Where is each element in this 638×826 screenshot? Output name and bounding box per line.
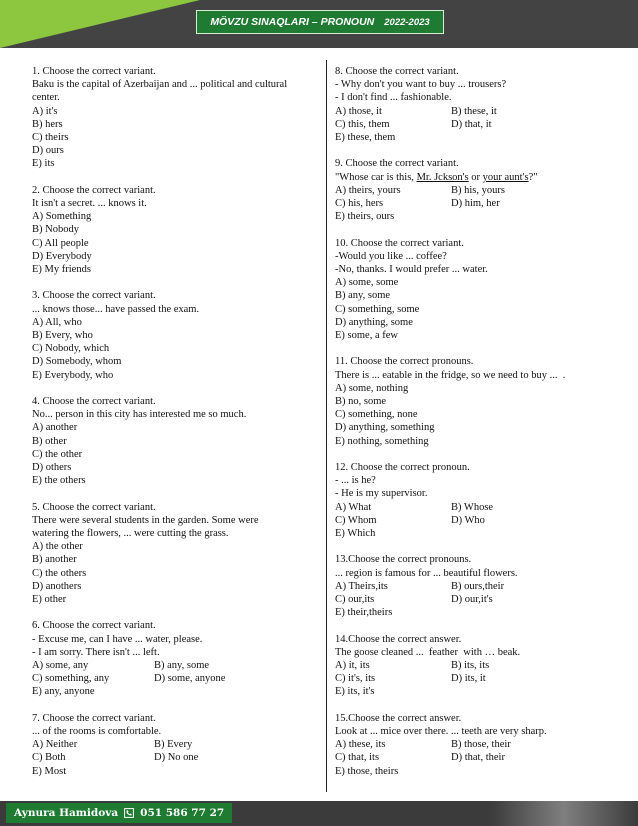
question-instruction: . Choose the correct pronoun. <box>345 462 470 474</box>
question-line: center. <box>32 92 60 104</box>
answer-option: B) Whose <box>451 501 494 513</box>
answer-option: E) Most <box>32 765 67 777</box>
question-line: D) others <box>32 462 72 474</box>
underlined-name: Mr. Jckson's <box>416 171 469 183</box>
question-line: D) Everybody <box>32 250 92 262</box>
question-line: D) Somebody, whom <box>32 356 122 368</box>
question-block <box>335 712 607 778</box>
question-heading <box>32 289 320 302</box>
question-number: 14 <box>335 633 346 645</box>
answer-option: E) theirs, ours <box>335 211 395 223</box>
question-instruction: .Choose the correct answer. <box>345 633 462 645</box>
question-number: 8 <box>335 66 341 77</box>
answer-option: C) this, them <box>335 118 390 130</box>
right-column <box>335 65 607 791</box>
question-line: B) any, some <box>335 290 391 302</box>
answer-option-row <box>335 118 607 131</box>
question-line: C) Nobody, which <box>32 343 110 355</box>
answer-option: E) these, them <box>335 132 396 144</box>
footer-phone: 051 586 77 27 <box>140 807 225 819</box>
answer-option: A) these, its <box>335 739 386 751</box>
question-line: B) Nobody <box>32 224 79 236</box>
answer-option: A) Neither <box>32 739 78 751</box>
question-line: - He is my supervisor. <box>335 488 428 500</box>
answer-option: B) these, it <box>451 105 497 117</box>
question-instruction: . Choose the correct variant. <box>340 66 459 77</box>
question-line: ... of the rooms is comfortable. <box>32 726 162 738</box>
answer-option: C) his, hers <box>335 198 384 210</box>
question-block <box>32 65 320 171</box>
question-line: C) the others <box>32 567 87 579</box>
question-line: C) something, some <box>335 303 420 315</box>
question-line: B) other <box>32 435 67 447</box>
question-line: B) Every, who <box>32 330 93 342</box>
question-line: E) Everybody, who <box>32 369 114 381</box>
question-text <box>335 171 607 184</box>
question-block <box>32 395 320 487</box>
question-line: A) Something <box>32 211 92 223</box>
answer-option: C) it's, its <box>335 673 376 685</box>
question-line: E) nothing, something <box>335 435 429 447</box>
question-line: Look at ... mice over there. ... teeth are very sharp. <box>335 726 547 738</box>
answer-option: A) it, its <box>335 660 370 672</box>
question-line: watering the flowers, ... were cutting the grass. <box>32 528 229 540</box>
question-number: 5 <box>32 501 38 513</box>
answer-option-row <box>335 197 607 210</box>
question-line: -Would you like ... coffee? <box>335 250 447 262</box>
question-heading <box>335 633 607 646</box>
question-number: 15 <box>335 712 346 724</box>
question-line: A) the other <box>32 541 83 553</box>
question-instruction: .Choose the correct pronouns. <box>345 554 472 566</box>
question-block <box>32 289 320 381</box>
question-line: E) My friends <box>32 264 91 276</box>
question-instruction: . Choose the correct variant. <box>37 396 156 408</box>
question-number: 4 <box>32 396 38 408</box>
question-heading <box>335 355 607 368</box>
answer-option: A) some, any <box>32 660 89 672</box>
question-line: E) the others <box>32 475 86 487</box>
question-block <box>335 237 607 343</box>
question-block <box>32 501 320 607</box>
answer-option: D) that, it <box>451 118 492 130</box>
answer-option-row <box>335 501 607 514</box>
answer-option: D) No one <box>154 752 199 764</box>
header-title-tab <box>196 10 444 34</box>
question-number: 10 <box>335 237 346 249</box>
question-line: A) it's <box>32 105 58 117</box>
column-divider <box>326 60 327 792</box>
question-heading <box>32 619 320 632</box>
question-line: C) the other <box>32 448 83 460</box>
question-number: 6 <box>32 620 38 632</box>
question-line: B) no, some <box>335 396 387 408</box>
question-line: C) something, none <box>335 409 418 421</box>
question-instruction: . Choose the correct variant. <box>340 158 459 170</box>
answer-option: D) its, it <box>451 673 486 685</box>
question-instruction: . Choose the correct variant. <box>37 66 156 77</box>
question-instruction: . Choose the correct variant. <box>37 501 156 513</box>
question-line: - I am sorry. There isn't ... left. <box>32 646 160 658</box>
question-line: A) another <box>32 422 78 434</box>
question-line: - ... is he? <box>335 475 376 487</box>
header-title: MÖVZU SINAQLARI – PRONOUN <box>210 16 375 28</box>
answer-option: B) ours,their <box>451 580 505 592</box>
question-heading <box>335 65 607 78</box>
question-instruction: . Choose the correct variant. <box>37 620 156 632</box>
answer-option: B) its, its <box>451 660 490 672</box>
question-line: E) some, a few <box>335 330 398 342</box>
answer-option: E) those, theirs <box>335 765 399 777</box>
question-line: - Excuse me, can I have ... water, please. <box>32 633 203 645</box>
question-number: 2 <box>32 184 38 196</box>
question-block <box>335 553 607 619</box>
question-line: ... knows those... have passed the exam. <box>32 303 200 315</box>
question-line: E) its <box>32 158 55 170</box>
question-line: No... person in this city has interested me so much. <box>32 409 247 421</box>
question-heading <box>32 501 320 514</box>
question-block <box>32 184 320 276</box>
question-line: There is ... eatable in the fridge, so we need to buy ... . <box>335 369 566 381</box>
question-heading <box>335 461 607 474</box>
question-line: A) some, nothing <box>335 382 409 394</box>
question-line: - I don't find ... fashionable. <box>335 92 452 104</box>
answer-option-row <box>335 514 607 527</box>
answer-option: C) something, any <box>32 673 110 685</box>
footer-contact-tab <box>6 803 232 823</box>
question-heading <box>32 65 320 78</box>
question-line: C) theirs <box>32 132 69 144</box>
answer-option: D) him, her <box>451 198 500 210</box>
question-line: B) another <box>32 554 77 566</box>
footer-glow <box>490 801 638 826</box>
answer-option: B) his, yours <box>451 184 505 196</box>
question-number: 11 <box>335 356 346 368</box>
question-number: 13 <box>335 554 346 566</box>
question-block <box>32 712 320 778</box>
question-line: D) ours <box>32 145 64 157</box>
answer-option: B) those, their <box>451 739 511 751</box>
question-instruction: . Choose the correct variant. <box>37 290 156 302</box>
question-line: A) some, some <box>335 277 399 289</box>
question-line: B) hers <box>32 118 63 130</box>
question-text-part: or <box>468 171 483 183</box>
header-year: 2022-2023 <box>384 16 430 28</box>
question-number: 1 <box>32 66 38 77</box>
question-number: 9 <box>335 158 341 170</box>
question-number: 12 <box>335 462 346 474</box>
question-heading <box>335 157 607 170</box>
question-text-part: "Whose car is this, <box>335 171 417 183</box>
answer-option: A) those, it <box>335 105 382 117</box>
question-block <box>335 633 607 699</box>
answer-option: A) What <box>335 501 372 513</box>
question-block <box>32 619 320 698</box>
footer-author: Aynura Hamidova <box>14 807 119 819</box>
answer-option: C) our,its <box>335 594 375 606</box>
question-heading <box>32 184 320 197</box>
answer-option: D) Who <box>451 514 485 526</box>
answer-option: E) any, anyone <box>32 686 95 698</box>
question-line: Baku is the capital of Azerbaijan and ... political and cultural <box>32 79 288 91</box>
answer-option: B) Every <box>154 739 193 751</box>
question-number: 3 <box>32 290 38 302</box>
answer-option-row <box>335 751 607 764</box>
answer-option-row <box>335 184 607 197</box>
answer-option: B) any, some <box>154 660 210 672</box>
question-block <box>335 157 607 223</box>
question-line: A) All, who <box>32 316 82 328</box>
answer-option: D) that, their <box>451 752 505 764</box>
answer-option-row <box>32 672 320 685</box>
answer-option: E) their,theirs <box>335 607 393 619</box>
question-heading <box>335 237 607 250</box>
question-line: E) other <box>32 594 67 606</box>
answer-option-row <box>335 659 607 672</box>
question-line: The goose cleaned ... feather with … beak. <box>335 646 521 658</box>
answer-option-row <box>335 580 607 593</box>
phone-icon <box>124 808 134 818</box>
question-instruction: . Choose the correct variant. <box>345 237 464 249</box>
question-line: It isn't a secret. ... knows it. <box>32 198 147 210</box>
answer-option: A) Theirs,its <box>335 580 388 592</box>
question-instruction: .Choose the correct answer. <box>345 712 462 724</box>
answer-option-row <box>32 751 320 764</box>
question-line: There were several students in the garden. Some were <box>32 514 259 526</box>
underlined-name: your aunt's <box>482 171 529 183</box>
question-heading <box>335 553 607 566</box>
question-text-part: ?" <box>528 171 538 183</box>
answer-option: A) theirs, yours <box>335 184 401 196</box>
answer-option-row <box>32 738 320 751</box>
answer-option-row <box>335 105 607 118</box>
question-block <box>335 355 607 447</box>
answer-option: D) some, anyone <box>154 673 226 685</box>
answer-option-row <box>335 738 607 751</box>
answer-option-row <box>32 659 320 672</box>
left-column <box>32 65 320 791</box>
answer-option: D) our,it's <box>451 594 493 606</box>
question-heading <box>335 712 607 725</box>
answer-option: E) its, it's <box>335 686 375 698</box>
question-instruction: . Choose the correct variant. <box>37 184 156 196</box>
question-line: D) anything, something <box>335 422 435 434</box>
question-block <box>335 65 607 144</box>
answer-option-row <box>335 672 607 685</box>
answer-option: C) Both <box>32 752 66 764</box>
question-line: -No, thanks. I would prefer ... water. <box>335 264 488 276</box>
question-heading <box>32 712 320 725</box>
answer-option: C) that, its <box>335 752 380 764</box>
question-number: 7 <box>32 712 38 724</box>
question-line: ... region is famous for ... beautiful flowers. <box>335 567 518 579</box>
answer-option: E) Which <box>335 528 376 540</box>
answer-option: C) Whom <box>335 514 377 526</box>
question-heading <box>32 395 320 408</box>
question-line: C) All people <box>32 237 89 249</box>
question-line: D) anothers <box>32 580 82 592</box>
question-instruction: . Choose the correct variant. <box>37 712 156 724</box>
question-line: - Why don't you want to buy ... trousers? <box>335 79 507 91</box>
question-instruction: . Choose the correct pronouns. <box>345 356 474 368</box>
question-block <box>335 461 607 540</box>
answer-option-row <box>335 593 607 606</box>
question-line: D) anything, some <box>335 316 413 328</box>
